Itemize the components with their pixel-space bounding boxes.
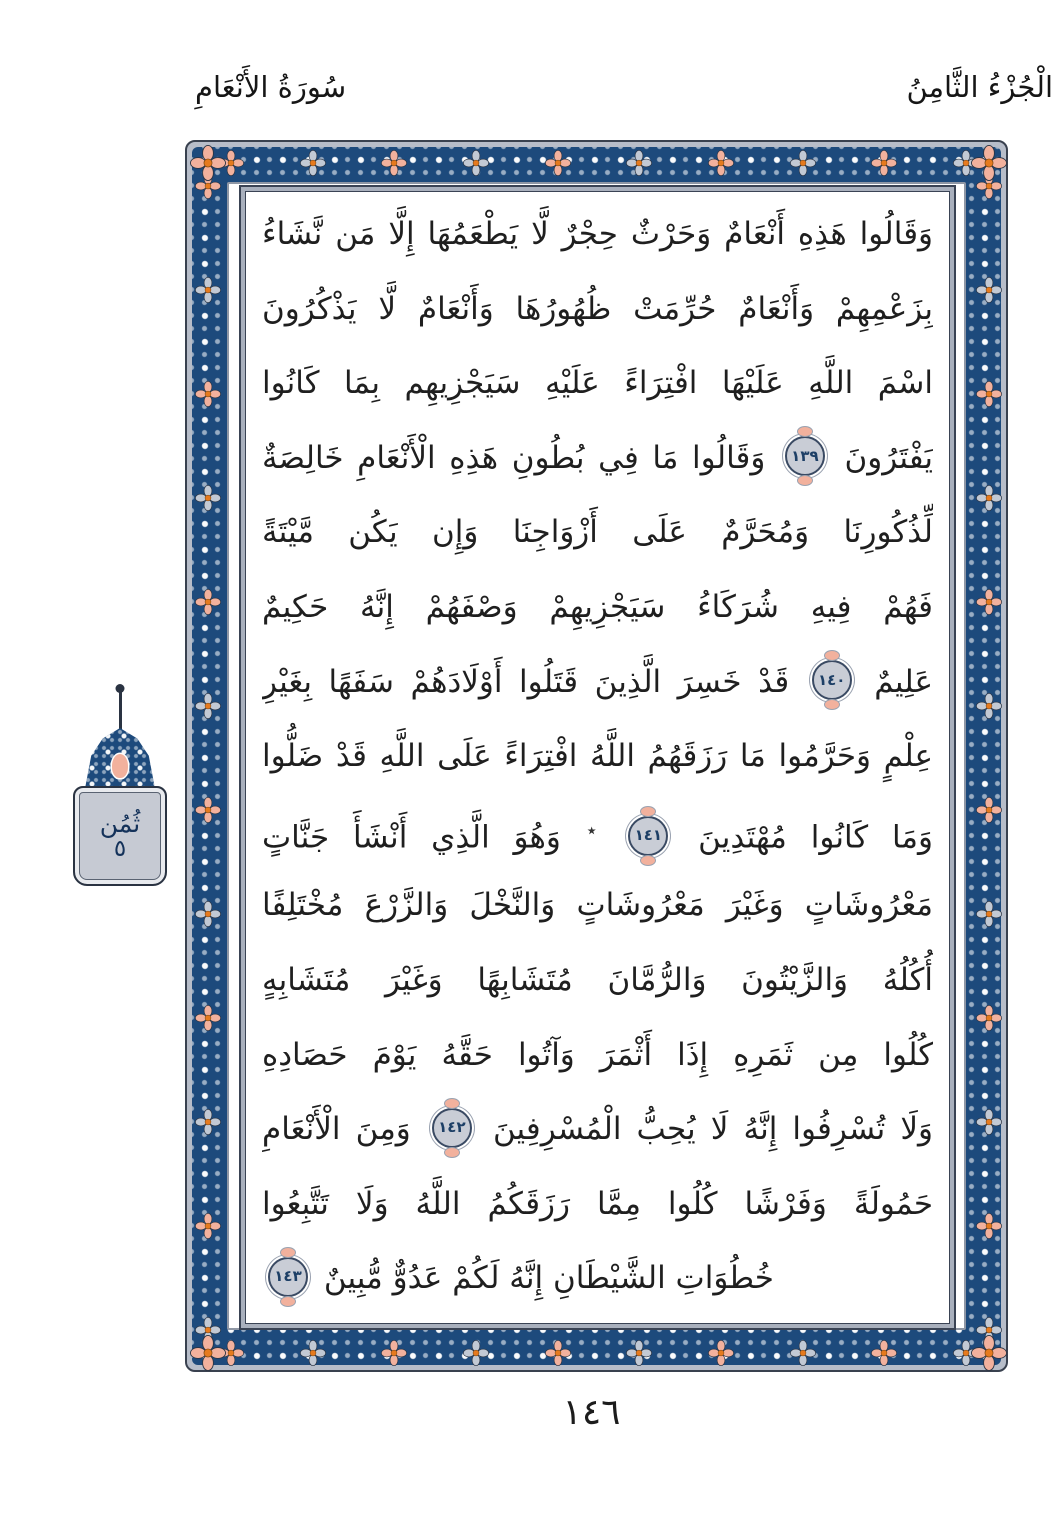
flower-icon — [976, 1109, 1002, 1135]
flower-icon — [545, 150, 571, 176]
ayah-end-marker: ١٤١ — [628, 816, 668, 856]
juz-title: الْجُزْءُ الثَّامِنُ — [906, 70, 1053, 104]
flower-icon — [976, 485, 1002, 511]
quran-line: وَمَا كَانُوا مُهْتَدِينَ ١٤١ ٭ وَهُوَ الَّذِي أَنْشَأَ جَنَّاتٍ — [262, 795, 933, 870]
flower-icon — [976, 1213, 1002, 1239]
flower-icon — [195, 901, 221, 927]
quran-line: خُطُوَاتِ الشَّيْطَانِ إِنَّهُ لَكُمْ عَدُوٌّ مُّبِينٌ ١٤٣ — [262, 1242, 933, 1317]
flower-icon — [708, 1340, 734, 1366]
quran-line: لِّذُكُورِنَا وَمُحَرَّمٌ عَلَى أَزْوَاجِنَا وَإِن يَكُن مَّيْتَةً — [262, 514, 933, 551]
flower-icon — [976, 277, 1002, 303]
flower-icon — [545, 1340, 571, 1366]
flower-icon — [195, 589, 221, 615]
surah-title: سُورَةُ الأَنْعَامِ — [195, 70, 347, 104]
quran-text-area — [245, 191, 950, 1324]
hizb-star-icon: ٭ — [586, 819, 597, 841]
flower-icon — [976, 693, 1002, 719]
ornamental-border-frame — [185, 140, 1008, 1372]
flower-icon — [381, 150, 407, 176]
ayah-end-marker: ١٤٠ — [812, 660, 852, 700]
quran-line: وَقَالُوا هَذِهِ أَنْعَامٌ وَحَرْثٌ حِجْرٌ لَّا يَطْعَمُهَا إِلَّا مَن نَّشَاءُ — [262, 216, 933, 252]
flower-icon — [195, 381, 221, 407]
quran-line: أُكُلُهُ وَالزَّيْتُونَ وَالرُّمَّانَ مُتَشَابِهًا وَغَيْرَ مُتَشَابِهٍ — [262, 961, 933, 998]
quran-line: وَلَا تُسْرِفُوا إِنَّهُ لَا يُحِبُّ الْمُسْرِفِينَ ١٤٢ وَمِنَ الْأَنْعَامِ — [262, 1093, 933, 1168]
flower-icon — [190, 145, 226, 181]
thumn-dome-icon — [84, 728, 156, 794]
flower-icon — [626, 150, 652, 176]
flower-icon — [976, 1005, 1002, 1031]
thumn-number: ٥ — [113, 836, 127, 863]
flower-icon — [300, 150, 326, 176]
flower-icon — [463, 1340, 489, 1366]
quran-line: عَلِيمٌ ١٤٠ قَدْ خَسِرَ الَّذِينَ قَتَلُوا أَوْلَادَهُمْ سَفَهًا بِغَيْرِ — [262, 646, 933, 721]
flower-icon — [976, 589, 1002, 615]
flower-icon — [971, 145, 1007, 181]
flower-icon — [195, 693, 221, 719]
quran-line: مَعْرُوشَاتٍ وَغَيْرَ مَعْرُوشَاتٍ وَالنَّخْلَ وَالزَّرْعَ مُخْتَلِفًا — [262, 887, 933, 924]
flower-icon — [195, 1213, 221, 1239]
flower-icon — [976, 797, 1002, 823]
thumn-stem-icon — [119, 686, 122, 730]
flower-icon — [871, 1340, 897, 1366]
flower-icon — [195, 485, 221, 511]
quran-line: يَفْتَرُونَ ١٣٩ وَقَالُوا مَا فِي بُطُونِ هَذِهِ الْأَنْعَامِ خَالِصَةٌ — [262, 422, 933, 497]
page-number: ١٤٦ — [562, 1392, 621, 1433]
flower-icon — [300, 1340, 326, 1366]
flower-icon — [626, 1340, 652, 1366]
flower-icon — [790, 150, 816, 176]
flower-icon — [871, 150, 897, 176]
ayah-end-marker: ١٣٩ — [785, 436, 825, 476]
flower-icon — [195, 797, 221, 823]
quran-line: كُلُوا مِن ثَمَرِهِ إِذَا أَثْمَرَ وَآتُوا حَقَّهُ يَوْمَ حَصَادِهِ — [262, 1036, 933, 1073]
quran-line: عِلْمٍ وَحَرَّمُوا مَا رَزَقَهُمُ اللَّهُ افْتِرَاءً عَلَى اللَّهِ قَدْ ضَلُّوا — [262, 738, 933, 775]
flower-icon — [976, 381, 1002, 407]
thumn-label: ثُمُن — [99, 808, 141, 838]
flower-icon — [708, 150, 734, 176]
flower-icon — [195, 277, 221, 303]
flower-icon — [790, 1340, 816, 1366]
text-block-frame — [239, 185, 956, 1330]
quran-line: حَمُولَةً وَفَرْشًا كُلُوا مِمَّا رَزَقَكُمُ اللَّهُ وَلَا تَتَّبِعُوا — [262, 1185, 933, 1222]
quran-line: بِزَعْمِهِمْ وَأَنْعَامٌ حُرِّمَتْ ظُهُورُهَا وَأَنْعَامٌ لَّا يَذْكُرُونَ — [262, 290, 933, 327]
ayah-end-marker: ١٤٣ — [268, 1257, 308, 1297]
quran-line: اسْمَ اللَّهِ عَلَيْهَا افْتِرَاءً عَلَيْهِ سَيَجْزِيهِم بِمَا كَانُوا — [262, 365, 933, 402]
flower-icon — [976, 901, 1002, 927]
flower-icon — [195, 1005, 221, 1031]
thumn-plate — [73, 786, 167, 886]
flower-icon — [381, 1340, 407, 1366]
thumn-ornament — [70, 686, 170, 886]
flower-icon — [190, 1335, 226, 1371]
flower-icon — [463, 150, 489, 176]
quran-line: فَهُمْ فِيهِ شُرَكَاءُ سَيَجْزِيهِمْ وَصْفَهُمْ إِنَّهُ حَكِيمٌ — [262, 588, 933, 625]
ayah-end-marker: ١٤٢ — [432, 1108, 472, 1148]
flower-icon — [195, 1109, 221, 1135]
flower-icon — [971, 1335, 1007, 1371]
